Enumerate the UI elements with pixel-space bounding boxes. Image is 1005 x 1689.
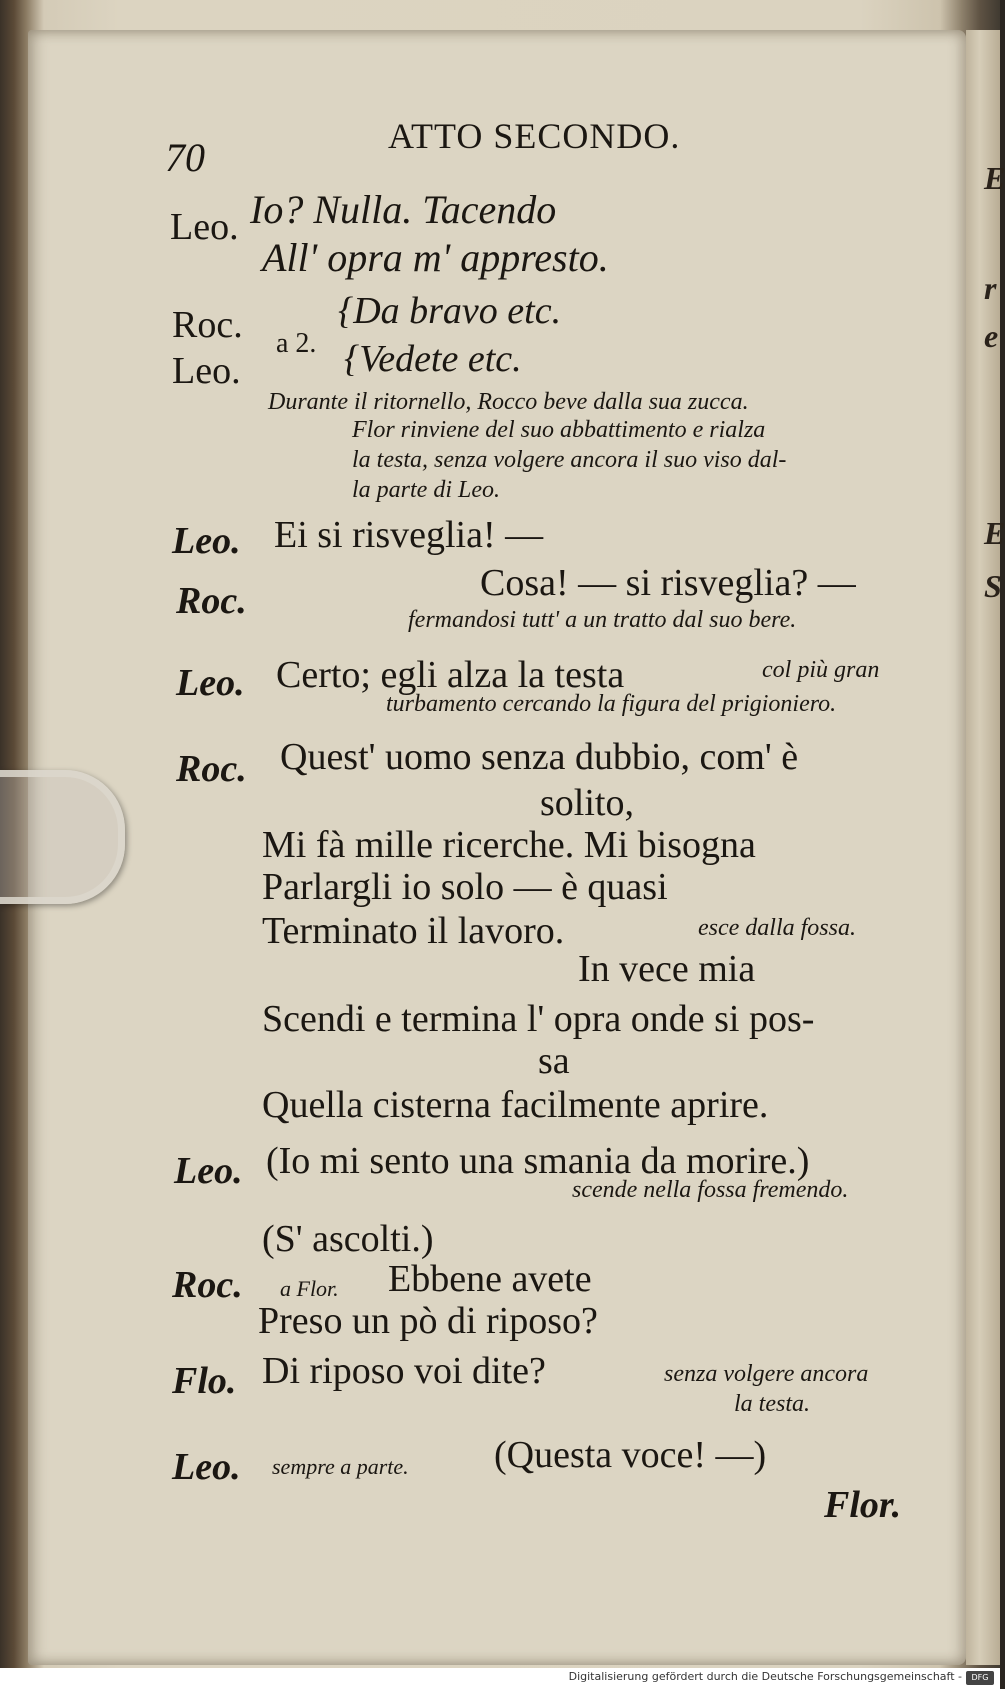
speaker: Leo. <box>174 1150 243 1192</box>
verse-line: Certo; egli alza la testa <box>276 654 625 696</box>
verse-line: Di riposo voi dite? <box>262 1350 546 1392</box>
verse-line: (Questa voce! —) <box>494 1434 767 1476</box>
verse-line: Terminato il lavoro. <box>262 910 565 952</box>
stage-direction: a Flor. <box>280 1276 339 1301</box>
verse-line: (S' ascolti.) <box>262 1218 434 1260</box>
verse-line: All' opra m' appresto. <box>262 235 609 280</box>
speaker: Leo. <box>176 662 245 704</box>
verse-line: Ei si risveglia! — <box>274 514 544 556</box>
speaker: Leo. <box>172 1446 241 1488</box>
verse-line: Io? Nulla. Tacendo <box>250 187 557 232</box>
stage-direction: sempre a parte. <box>272 1454 409 1479</box>
verse-line: Quest' uomo senza dubbio, com' è <box>280 736 799 778</box>
verse-line: (Io mi sento una smania da morire.) <box>266 1140 810 1182</box>
footer-bar <box>0 1668 1000 1689</box>
verse-line: Scendi e termina l' opra onde si pos- <box>262 998 815 1040</box>
duet-marker: a 2. <box>276 328 317 359</box>
edge-char: E <box>984 160 1005 196</box>
stage-direction: senza volgere ancora <box>664 1361 869 1387</box>
verse-line: sa <box>538 1040 570 1082</box>
stage-direction: la testa. <box>734 1391 810 1417</box>
verse-line: {Da bravo etc. <box>338 290 562 332</box>
speaker: Roc. <box>176 748 247 790</box>
page-number: 70 <box>165 135 205 180</box>
verse-line: Mi fà mille ricerche. Mi bisogna <box>262 824 756 866</box>
stage-direction: esce dalla fossa. <box>698 915 856 941</box>
speaker: Flo. <box>172 1360 237 1402</box>
stage-direction: Flor rinviene del suo abbattimento e rialza <box>352 417 766 443</box>
edge-char: S <box>984 568 1002 604</box>
stage-direction: la testa, senza volgere ancora il suo viso dal- <box>352 447 787 473</box>
speaker: Roc. <box>172 1264 243 1306</box>
verse-line: In vece mia <box>578 948 756 990</box>
verse-line: Parlargli io solo — è quasi <box>262 866 668 908</box>
footer-credit: Digitalisierung gefördert durch die Deutsche Forschungsgemeinschaft - <box>568 1670 962 1683</box>
dfg-logo-icon: DFG <box>966 1671 994 1685</box>
speaker: Leo. <box>172 520 241 562</box>
verse-line: Ebbene avete <box>388 1258 592 1300</box>
stage-direction: la parte di Leo. <box>352 477 500 503</box>
running-title: ATTO SECONDO. <box>388 116 681 156</box>
verse-line: Quella cisterna facilmente aprire. <box>262 1084 769 1126</box>
verse-line: solito, <box>540 782 634 824</box>
edge-char: e <box>984 318 999 354</box>
stage-direction: scende nella fossa fremendo. <box>572 1177 849 1203</box>
stage-direction: col più gran <box>762 657 880 683</box>
stage-direction: turbamento cercando la figura del prigioniero. <box>386 691 837 717</box>
edge-char: E <box>984 515 1005 551</box>
stage-direction: fermandosi tutt' a un tratto dal suo bere. <box>408 607 797 633</box>
verse-line: Preso un pò di riposo? <box>258 1300 598 1342</box>
stage-direction: Durante il ritornello, Rocco beve dalla sua zucca. <box>268 389 749 415</box>
edge-char: r <box>984 270 997 306</box>
page-clip <box>0 770 125 904</box>
verse-line: Cosa! — si risveglia? — <box>480 562 856 604</box>
speaker: Roc. <box>172 304 243 346</box>
verse-line: {Vedete etc. <box>344 338 522 380</box>
speaker: Roc. <box>176 580 247 622</box>
speaker: Leo. <box>172 350 241 392</box>
catchword: Flor. <box>824 1484 902 1526</box>
speaker: Leo. <box>170 206 239 248</box>
